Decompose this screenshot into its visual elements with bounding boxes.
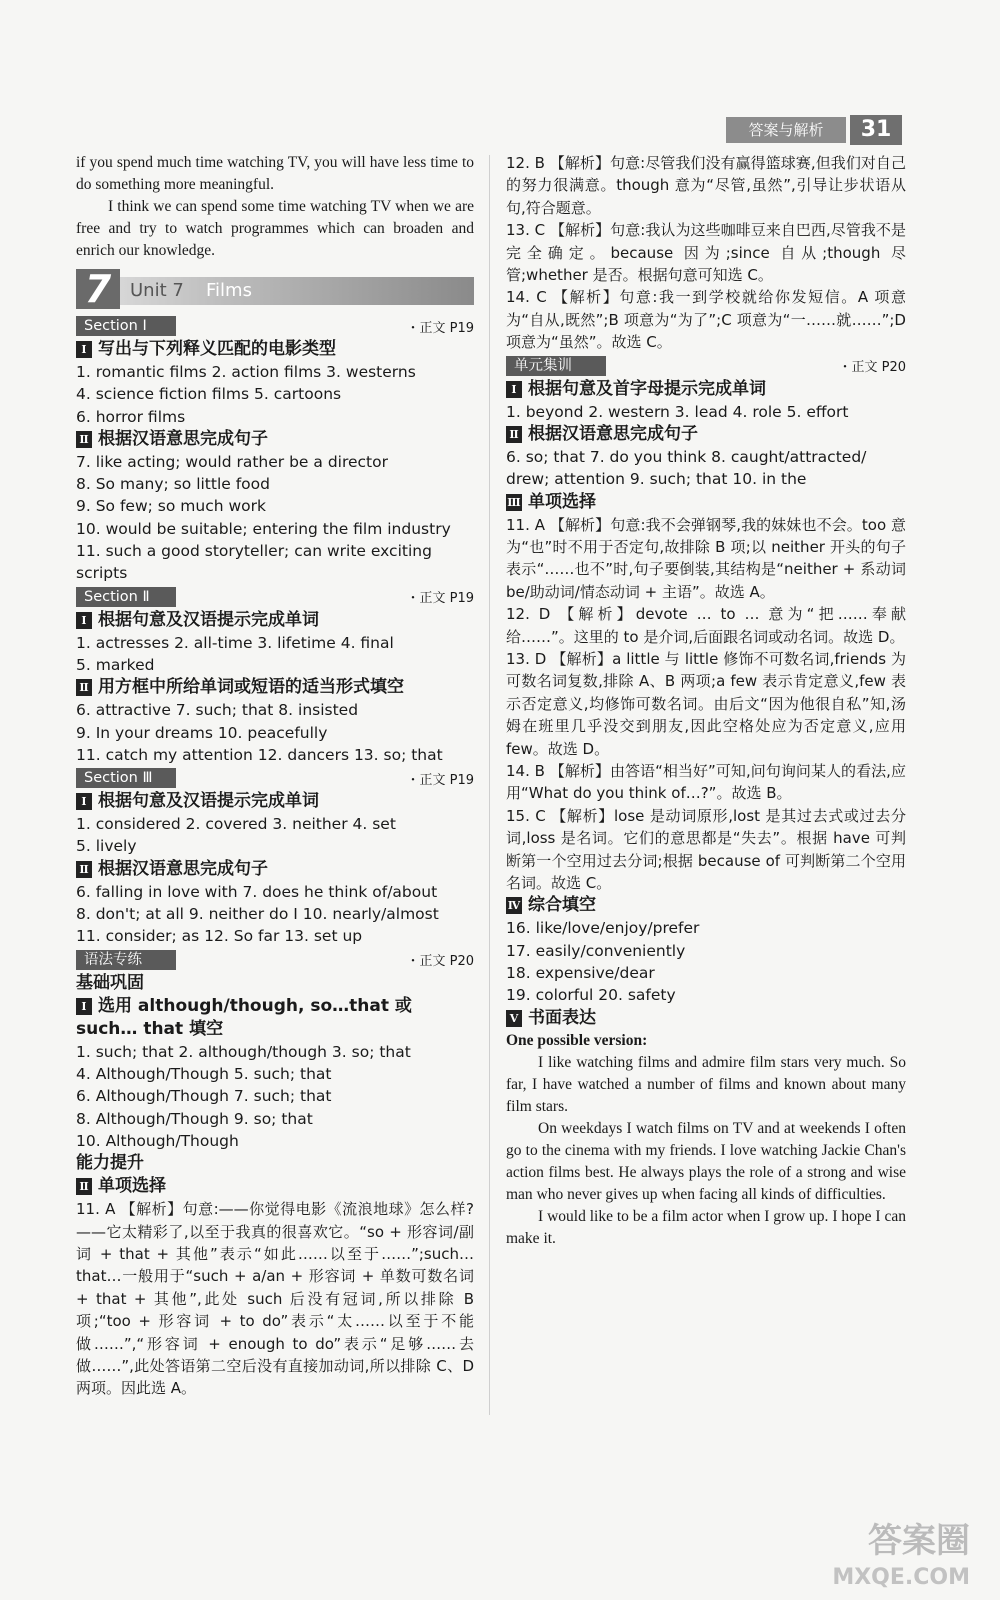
exercise-heading [506,491,906,514]
answer-line: 19. colorful 20. safety [506,986,676,1005]
explanation-paragraph: 15. C 【解析】lose 是动词原形,lost 是其过去式或过去分词,loss 是名词。它们的意思都是“失去”。根据 have 可判断第一个空用过去分词;根据 because of 可判断第二个空用名词。故选 C。 [506,806,906,893]
exercise-heading [76,676,474,699]
answer-line: 10. Although/Though [76,1131,239,1150]
answer-line: 6. attractive 7. such; that 8. insisted [76,701,359,720]
section-label: Section Ⅲ [76,768,176,788]
essay-paragraph: On weekdays I watch films on TV and at weekends I often go to the cinema with my friends. I love watching Jackie Chan's action films best. He always plays the role of a strong and wise man who never gives up when facing all kinds of difficulties. [506,1119,906,1203]
heading-text: 单项选择 [528,491,596,512]
answer-line: 11. catch my attention 12. dancers 13. so; that [76,745,443,764]
heading-text: 选用 although/though, so…that 或 such… that 填空 [76,995,412,1039]
essay-paragraph: I like watching films and admire film stars very much. So far, I have watched a number of films and known about many film stars. [506,1053,906,1115]
page-ref: ・正文 P19 [406,772,474,788]
answer-line: 6. falling in love with 7. does he think of/about [76,882,438,901]
answer-line: 1. such; that 2. although/though 3. so; that [76,1042,411,1061]
watermark-site: MXQE.COM [832,1565,970,1590]
answer-line: 8. So many; so little food [76,475,270,494]
answer-line: 1. actresses 2. all-time 3. lifetime 4. final [76,633,394,652]
heading-text: 用方框中所给单词或短语的适当形式填空 [98,677,404,698]
roman-numeral-badge: Ⅳ [507,899,521,913]
header-section-tag: 答案与解析 [726,117,846,143]
watermark-logo: 答案圈 [868,1521,970,1561]
section-header [76,315,474,337]
section-header [76,767,474,789]
answer-line: 6. Although/Though 7. such; that [76,1087,332,1106]
exercise-heading [506,894,906,917]
page-ref: ・正文 P19 [406,320,474,336]
roman-numeral-badge: Ⅲ [507,495,521,509]
roman-numeral-badge: Ⅱ [76,1178,92,1195]
roman-numeral-badge: Ⅰ [76,998,92,1015]
page-ref: ・正文 P20 [838,360,906,376]
exercise-heading [76,338,474,361]
answer-line: 7. like acting; would rather be a director [76,452,388,471]
exercise-heading [76,1175,474,1198]
answer-line: 11. consider; as 12. So far 13. set up [76,927,363,946]
unit-banner [76,269,474,309]
answer-line: 1. considered 2. covered 3. neither 4. set [76,815,396,834]
subsection-title: 基础巩固 [76,972,144,993]
section-header [506,355,906,377]
page-ref: ・正文 P19 [406,591,474,607]
roman-numeral-badge: Ⅰ [76,612,92,629]
answer-line: drew; attention 9. such; that 10. in the [506,470,807,489]
roman-numeral-badge: Ⅱ [76,861,92,878]
heading-text: 单项选择 [98,1176,166,1197]
explanation-paragraph: 12. D 【解析】devote … to … 意为“把……奉献给……”。这里的 to 是介词,后面跟名词或动名词。故选 D。 [506,605,906,646]
exercise-heading [76,995,474,1041]
answer-line: 8. don't; at all 9. neither do I 10. nearly/almost [76,905,439,924]
heading-text: 根据汉语意思完成句子 [98,428,268,449]
unit-number: 7 [76,269,120,309]
explanation-paragraph: 11. A 【解析】句意:我不会弹钢琴,我的妹妹也不会。too 意为“也”时不用于否定句,故排除 B 项;以 neither 开头的句子表示“……也不”时,句子要倒装,其结构是“neither + 系动词 be/助动词/情态动词 + 主语”。故选 A。 [506,515,906,601]
heading-text: 写出与下列释义匹配的电影类型 [98,339,336,359]
essay-paragraph: I would like to be a film actor when I grow up. I hope I can make it. [506,1207,906,1247]
explanation-paragraph: 13. D 【解析】a little 与 little 修饰不可数名词,friends 为可数名词复数,排除 A、B 两项;a few 表示肯定意义,few 表示否定意义,均修饰可数名词。由后文“因为他很自私”知,汤姆在班里几乎没交到朋友,因此空格处应为否定意义,应用 few。故选 D。 [506,649,906,758]
heading-text: 综合填空 [528,895,596,916]
explanation-paragraph: 13. C 【解析】句意:我认为这些咖啡豆来自巴西,尽管我不是完全确定。because 因为;since 自从;though 尽管;whether 是否。根据句意可知选 C。 [506,221,906,285]
explanation-paragraph: 14. C 【解析】句意:我一到学校就给你发短信。A 项意为“自从,既然”;B 项意为“为了”;C 项意为“一……就……”;D 项意为“虽然”。故选 C。 [506,288,906,352]
heading-text: 书面表达 [528,1007,596,1028]
answer-line: 11. such a good storyteller; can write exciting scripts [76,542,432,583]
roman-numeral-badge: Ⅴ [506,1010,522,1027]
answer-line: 1. romantic films 2. action films 3. westerns [76,363,416,381]
answer-line: 10. would be suitable; entering the film industry [76,519,451,538]
answer-line: 6. horror films [76,407,186,426]
explanation-paragraph: 14. B 【解析】由答语“相当好”可知,问句询问某人的看法,应用“What do you think of…?”。故选 B。 [506,762,906,803]
heading-text: 根据汉语意思完成句子 [528,423,698,444]
exercise-heading [506,423,906,446]
answer-line: 17. easily/conveniently [506,941,686,960]
exercise-heading [76,790,474,813]
explanation-paragraph: 12. B 【解析】句意:尽管我们没有赢得篮球赛,但我们对自己的努力很满意。though 意为“尽管,虽然”,引导让步状语从句,符合题意。 [506,154,906,217]
exercise-heading [506,378,906,401]
unit-label: Unit 7 [130,280,184,301]
answer-line: 18. expensive/dear [506,964,655,983]
answer-line: 6. so; that 7. do you think 8. caught/attracted/ [506,447,867,466]
column-divider [489,155,490,1415]
exercise-heading [76,428,474,451]
roman-numeral-badge: Ⅰ [76,793,92,810]
answer-line: 1. beyond 2. western 3. lead 4. role 5. effort [506,402,849,421]
section-label: 语法专练 [76,950,176,970]
right-column [506,152,906,1250]
section-label: 单元集训 [506,356,606,376]
heading-text: 根据汉语意思完成句子 [98,858,268,879]
section-label: Section Ⅰ [76,316,176,336]
section-header [76,586,474,608]
roman-numeral-badge: Ⅱ [76,679,92,696]
page-number: 31 [850,115,902,145]
section-header [76,949,474,971]
version-label: One possible version: [506,1031,648,1049]
page-ref: ・正文 P20 [406,954,474,970]
section-label: Section Ⅱ [76,587,176,607]
explanation-paragraph: 11. A 【解析】句意:——你觉得电影《流浪地球》怎么样? ——它太精彩了,以至于我真的很喜欢它。“so + 形容词/副词 + that + 其他”表示“如此……以至于……”;such…that…一般用于“such + a/an + 形容词 + 单数可数名词 + that + 其他”,此处 such 后没有冠词,所以排除 B 项;“too + 形容词 + to do”表示“太……以至于不能做……”,“形容词 + enough to do”表示“足够……去做……”,此处答语第二空后没有直接加动词,所以排除 C、D 两项。因此选 A。 [76,1200,474,1398]
answer-line: 5. marked [76,655,155,674]
answer-line: 4. Although/Though 5. such; that [76,1064,332,1083]
left-column [76,152,474,1400]
roman-numeral-badge: Ⅰ [506,381,522,398]
answer-line: 4. science fiction films 5. cartoons [76,385,342,404]
unit-title: Films [206,280,252,301]
answer-line: 8. Although/Though 9. so; that [76,1109,313,1128]
exercise-heading [506,1007,906,1030]
answer-line: 16. like/love/enjoy/prefer [506,919,700,938]
heading-text: 根据句意及汉语提示完成单词 [98,791,319,812]
roman-numeral-badge: Ⅰ [76,341,92,358]
essay-paragraph: if you spend much time watching TV, you will have less time to do something more meaningful. [76,154,474,193]
exercise-heading [76,858,474,881]
answer-line: 5. lively [76,837,137,856]
answer-line: 9. In your dreams 10. peacefully [76,723,328,742]
answer-line: 9. So few; so much work [76,497,266,516]
roman-numeral-badge: Ⅱ [506,426,522,443]
roman-numeral-badge: Ⅱ [76,431,92,448]
essay-paragraph: I think we can spend some time watching TV when we are free and try to watch programmes which can broaden and enrich our knowledge. [76,198,474,259]
subsection-title: 能力提升 [76,1153,144,1174]
exercise-heading [76,609,474,632]
heading-text: 根据句意及首字母提示完成单词 [528,378,766,399]
heading-text: 根据句意及汉语提示完成单词 [98,609,319,630]
